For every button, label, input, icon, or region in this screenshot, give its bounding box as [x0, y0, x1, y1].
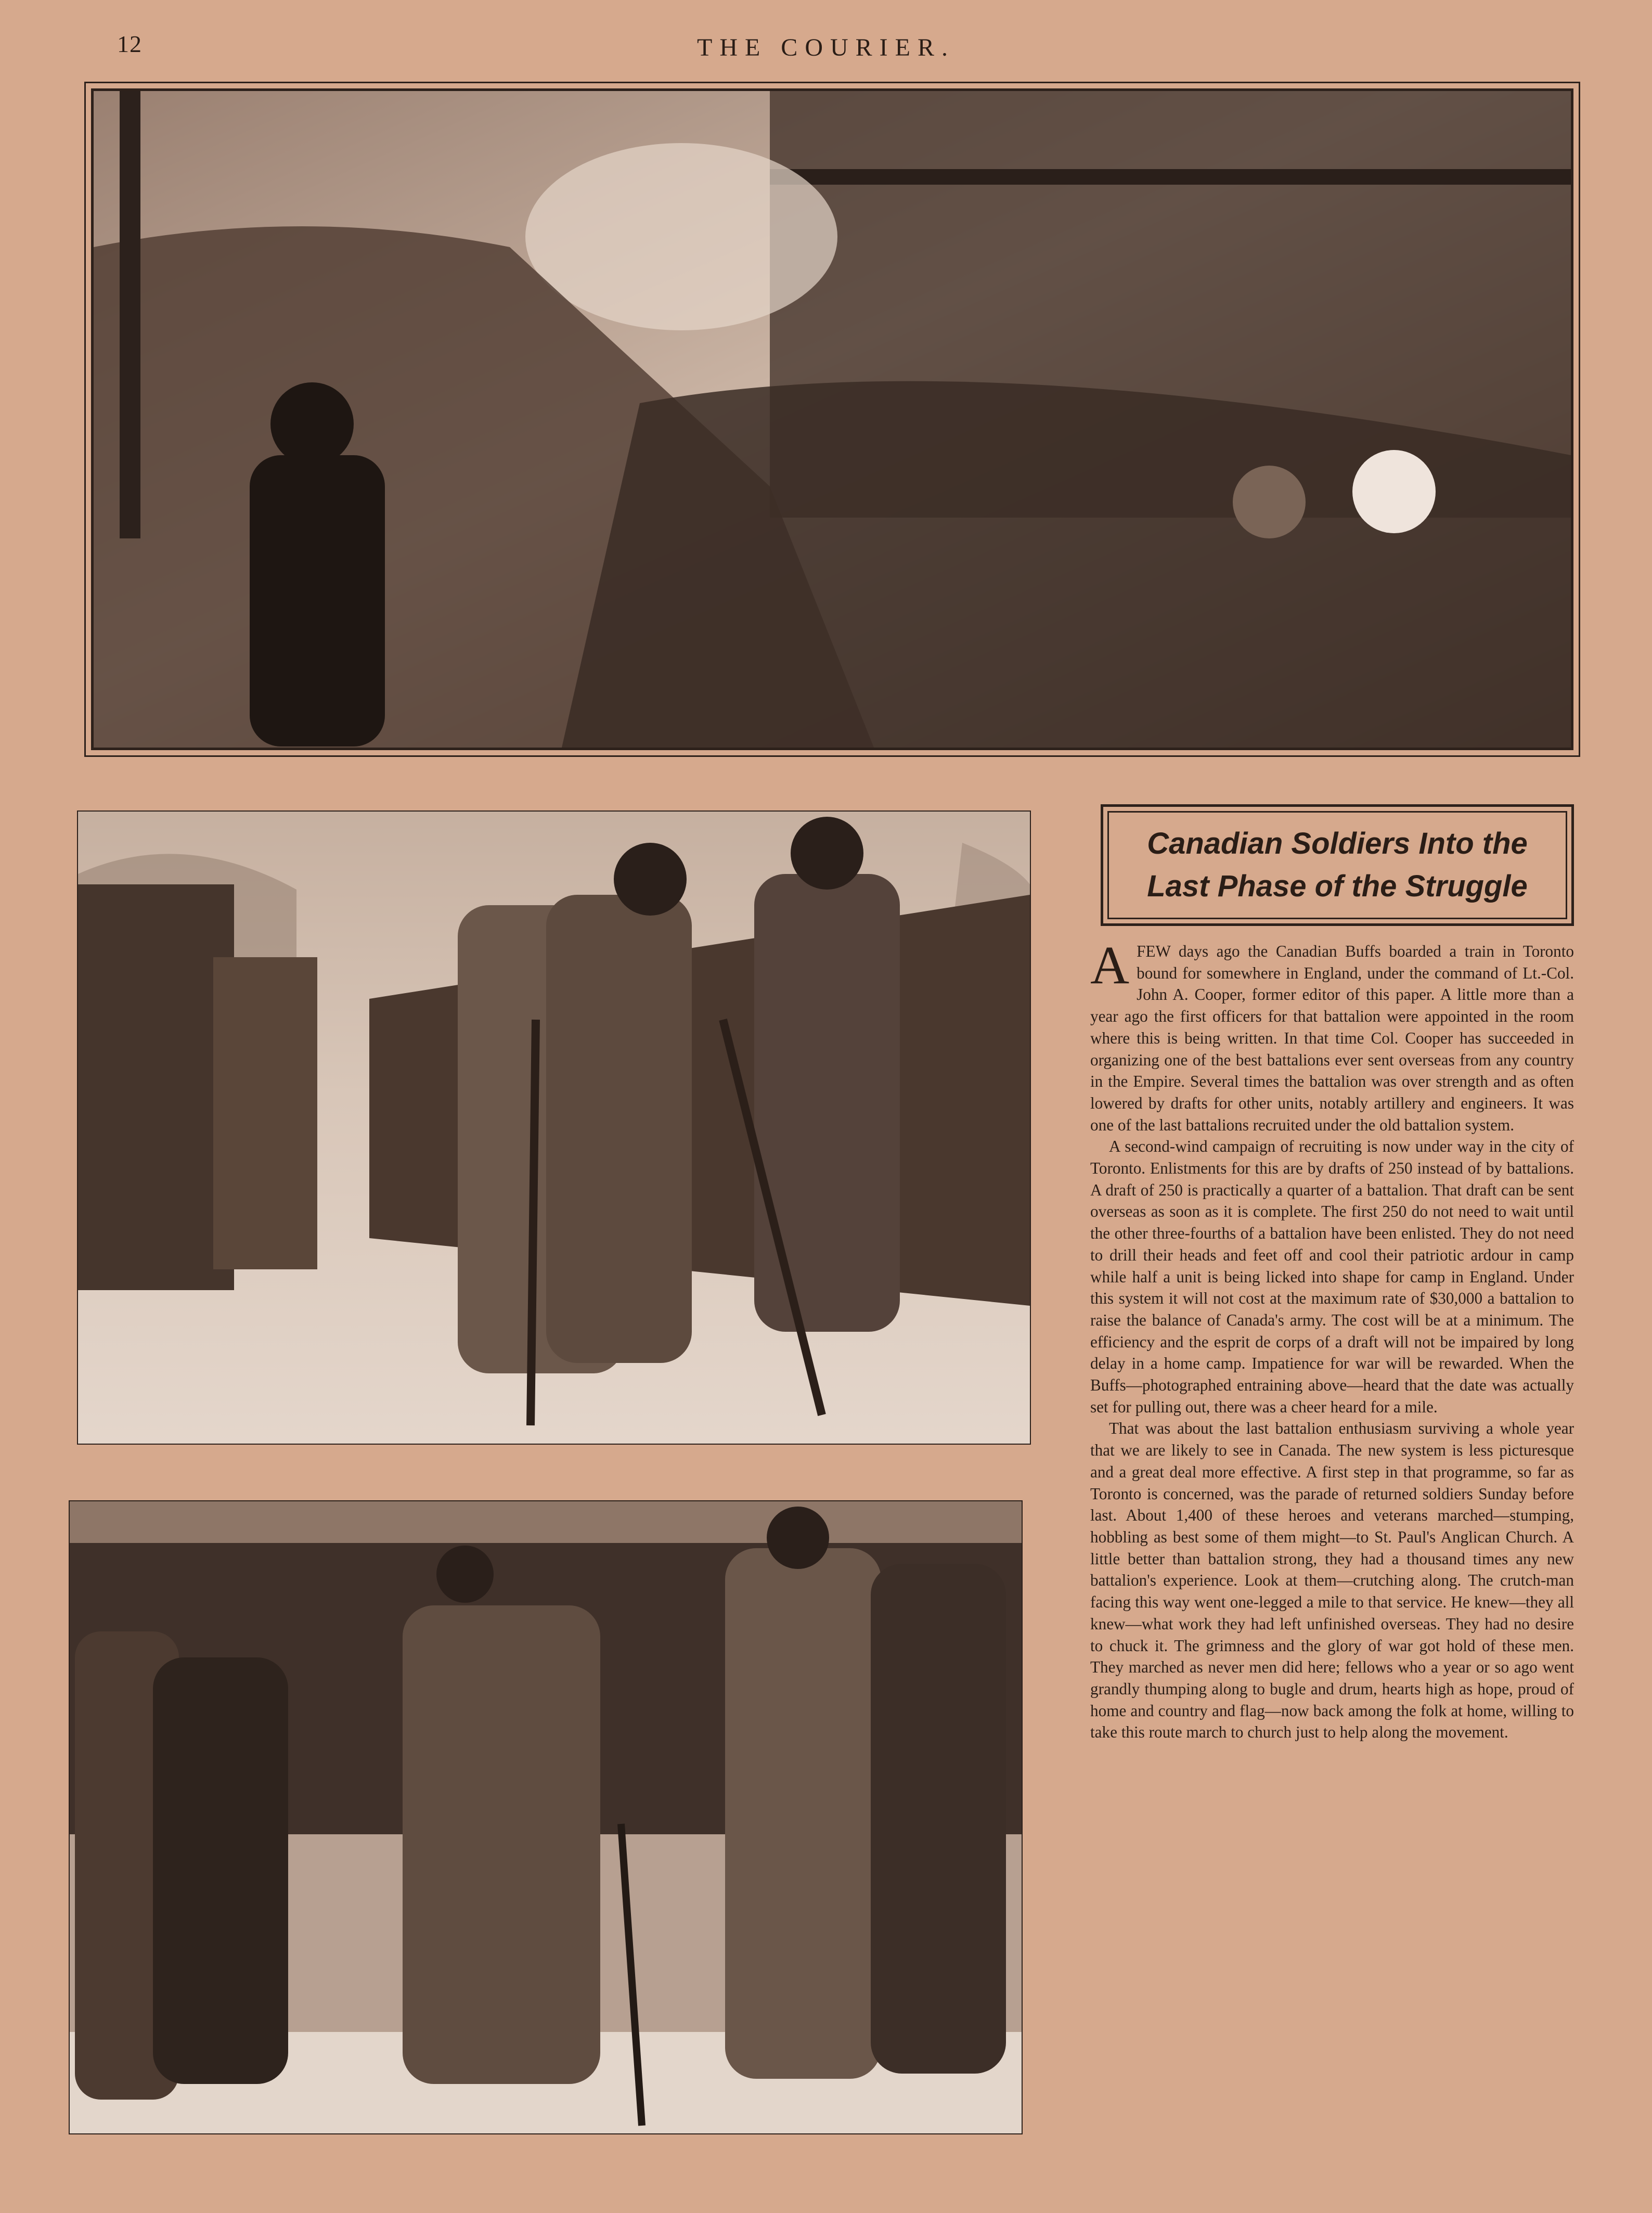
running-head: THE COURIER. [697, 34, 955, 61]
photo-soldiers-parade-crutches [77, 810, 1031, 1445]
article-title-box [1101, 804, 1574, 926]
photo-soldiers-parade-crutches-image [78, 812, 1030, 1444]
article-paragraph: A FEW days ago the Canadian Buffs boarded a train in Toronto bound for somewhere in England, under the command of Lt.-Col. John A. Cooper, former editor of this paper. A little more than a year ago the first officers for that battalion were appointed in the room where this is being written. In that time Col. Cooper has succeeded in organizing one of the best battalions ever sent overseas from any country in the Empire. Several times the battalion was over strength and as often lowered by drafts for other units, notably artillery and engineers. It was one of the last battalions recruited under the old battalion system. [1090, 935, 1574, 1134]
article-body [1090, 935, 1574, 1743]
article-paragraph: That was about the last battalion enthusiasm surviving a whole year that we are likely to see in Canada. The new system is less picturesque and a great deal more effective. A first step in that programme, so far as Toronto is concerned, was the parade of returned soldiers Sunday before last. About 1,400 of these heroes and veterans marched—stumping, hobbling as best some of them might—to St. Paul's Anglican Church. A little better than battalion strong, they had a thousand times any new battalion's experience. Look at them—crutching along. The crutch-man facing this way went one-legged a mile to that service. He knew—they all knew—what work they had left unfinished overseas. They had no desire to chuck it. The grimness and the glory of war got hold of these men. They marched as never men did here; fellows who a year or so ago went grandly thumping along to bugle and drum, hearts high as hope, proud of home and country and flag—now back among the folk at home, willing to take this route march to church just to help along the movement. [1090, 1419, 1574, 1742]
drop-cap: A [1090, 935, 1130, 995]
photo-crowd-at-train [91, 88, 1573, 750]
article-paragraph: A second-wind campaign of recruiting is now under way in the city of Toronto. Enlistments for this are by drafts of 250 instead of by battalions. A draft of 250 is practically a quarter of a battalion. That draft can be sent overseas as soon as it is complete. The first 250 do not need to wait until the other three-fourths of a battalion have been enlisted. They do not need to drill their heads and feet off and cool their patriotic ardour in camp while half a unit is being licked into shape for camp in England. Under this system it will not cost at the maximum rate of $30,000 a battalion to raise the balance of Canada's army. The cost will be at a minimum. The efficiency and the esprit de corps of a draft will not be impaired by long delay in a home camp. Impatience for war will be rewarded. When the Buffs—photographed entraining above—heard that the date was actually set for pulling out, there was a cheer heard for a mile. [1090, 1137, 1574, 1416]
article-title [1147, 822, 1528, 908]
page-number: 12 [117, 31, 142, 57]
article-title-line2: Last Phase of the Struggle [1147, 869, 1528, 903]
article-title-line1: Canadian Soldiers Into the [1147, 827, 1528, 860]
photo-crowd-with-veterans [69, 1500, 1023, 2134]
photo-crowd-with-veterans-image [70, 1501, 1022, 2133]
photo-crowd-at-train-image [94, 91, 1571, 748]
